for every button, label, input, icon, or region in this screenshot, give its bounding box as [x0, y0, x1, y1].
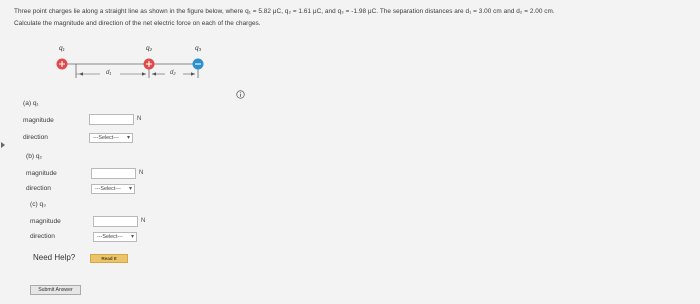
part-a-title: (a) q₁ [23, 100, 39, 107]
chevron-down-icon: ▾ [126, 135, 130, 141]
unit-label: N [139, 170, 144, 176]
magnitude-label: magnitude [26, 170, 57, 177]
q1-label: q₁ [59, 45, 65, 52]
chevron-down-icon: ▾ [130, 234, 134, 240]
q3-label: q₃ [195, 45, 202, 52]
q1-magnitude-input[interactable] [89, 114, 134, 125]
charges-figure [40, 44, 250, 104]
read-it-button[interactable]: Read It [90, 254, 128, 263]
chevron-down-icon: ▾ [128, 186, 132, 192]
need-help-label: Need Help? [33, 253, 76, 262]
caret-right-icon[interactable] [0, 141, 6, 149]
select-value: ---Select--- [95, 186, 121, 192]
submit-answer-button[interactable]: Submit Answer [30, 285, 81, 295]
unit-label: N [137, 116, 142, 122]
q3-direction-select[interactable] [93, 232, 137, 242]
direction-label: direction [23, 134, 48, 141]
select-value: ---Select--- [97, 234, 123, 240]
d1-label: d₁ [106, 70, 112, 76]
problem-statement [14, 6, 698, 29]
unit-label: N [141, 218, 146, 224]
magnitude-label: magnitude [23, 117, 54, 124]
problem-line-2: Calculate the magnitude and direction of the net electric force on each of the charges. [14, 19, 261, 27]
q2-label: q₂ [146, 45, 153, 52]
problem-line-1: Three point charges lie along a straight line as shown in the figure below, where q₁ = 5.82 μC, q₂ = 1.61 μC, and q₃ = -1.98 μC. The separation distances are d₁ = 3.00 cm and d₂ = 2.00 cm. [14, 8, 555, 15]
q1-direction-select[interactable] [89, 133, 133, 143]
q2-direction-select[interactable] [91, 184, 135, 194]
direction-label: direction [30, 233, 55, 240]
part-c-title: (c) q₃ [30, 201, 46, 208]
magnitude-label: magnitude [30, 218, 61, 225]
q2-magnitude-input[interactable] [91, 168, 136, 179]
info-icon[interactable] [236, 90, 245, 99]
charges-diagram [40, 44, 250, 104]
direction-label: direction [26, 185, 51, 192]
d2-label: d₂ [170, 70, 176, 76]
part-b-title: (b) q₂ [26, 153, 43, 160]
q3-magnitude-input[interactable] [93, 216, 138, 227]
select-value: ---Select--- [93, 135, 119, 141]
